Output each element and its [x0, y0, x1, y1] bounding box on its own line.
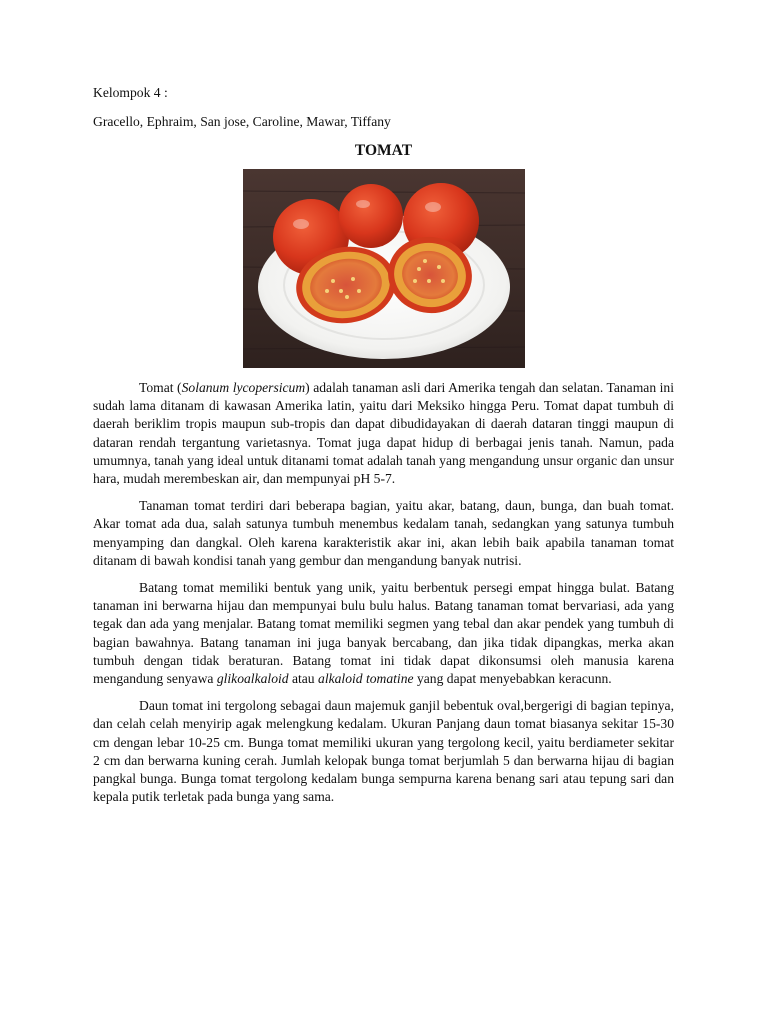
tomato-photo-illustration	[243, 169, 525, 368]
paragraph-leaves-flowers: Daun tomat ini tergolong sebagai daun majemuk ganjil bebentuk oval,bergerigi di bagian tepinya, dan celah celah menyirip agak melengkung kedalam. Ukuran Panjang daun tomat biasanya sekitar 15-30 cm dengan lebar 10-25 cm. Bunga tomat memiliki ukuran yang tergolong kecil, yaitu berdiameter sekitar 2 cm dan berwarna kuning cerah. Jumlah kelopak bunga tomat berjumlah 5 dan berwarna hijau di bagian pangkal bunga. Bunga tomat tergolong kedalam bunga sempurna karena benang sari atau tepung sari dan kepala putik terletak pada bunga yang sama.	[93, 698, 674, 805]
compound-glikoalkaloid: glikoalkaloid	[216, 671, 289, 687]
paragraph-stem-text-c: yang dapat menyebabkan keracunn.	[413, 671, 612, 687]
group-label: Kelompok 4 :	[93, 85, 168, 100]
tomato-photo	[243, 169, 525, 368]
paragraph-stem	[93, 579, 674, 688]
paragraph-intro-text-a: Tomat (	[139, 380, 182, 395]
paragraph-stem-text-b: atau	[288, 671, 319, 687]
paragraph-plant-parts: Tanaman tomat terdiri dari beberapa bagian, yaitu akar, batang, daun, bunga, dan buah tomat. Akar tomat ada dua, salah satunya tumbuh menembus kedalam tanah, sedangkan yang satunya tumbuh menyamping dan dangkal. Oleh karena karakteristik akar ini, akan lebih baik apabila tanaman tomat ditanam di bawah kondisi tanah yang gembur dan mengandung banyak nutrisi.	[93, 498, 674, 568]
paragraph-intro	[93, 379, 674, 488]
document-page	[93, 84, 674, 815]
paragraph-stem-text-a: Batang tomat memiliki bentuk yang unik, yaitu berbentuk persegi empat hingga bulat. Batang tanaman ini berwarna hijau dan mempunyai bulu bulu halus. Batang tanaman tomat bervariasi, ada yang tegak dan ada yang menjalar. Batang tomat memiliki segmen yang tebal dan akar pendek yang tumbuh di bagian bawahnya. Batang tanaman ini juga banyak bercabang, dan jika tidak dipangkas, merka akan tumbuh dengan tidak beraturan. Batang tomat ini tidak dapat dikonsumsi oleh manusia karena mengandung senyawa	[93, 580, 674, 687]
compound-alkaloid-tomatine: alkaloid tomatine	[318, 671, 414, 687]
group-members: Gracello, Ephraim, San jose, Caroline, Mawar, Tiffany	[93, 114, 391, 129]
paragraph-intro-text-b: ) adalah tanaman asli dari Amerika tengah dan selatan. Tanaman ini sudah lama ditanam di kawasan Amerika latin, yaitu dari Meksiko hingga Peru. Tomat dapat tumbuh di daerah beriklim tropis maupun sub-tropis dan dapat dibudidayakan di daerah dataran tinggi maupun di dataran rendah tergantung varietasnya. Tomat juga dapat hidup di berbagai jenis tanah. Namun, pada umumnya, tanah yang ideal untuk ditanami tomat adalah tanah yang mengandung unsur organic dan unsur hara, mudah merembeskan air, dan mempunyai pH 5-7.	[93, 380, 674, 487]
page-title: TOMAT	[354, 142, 413, 159]
scientific-name: Solanum lycopersicum	[181, 380, 306, 395]
